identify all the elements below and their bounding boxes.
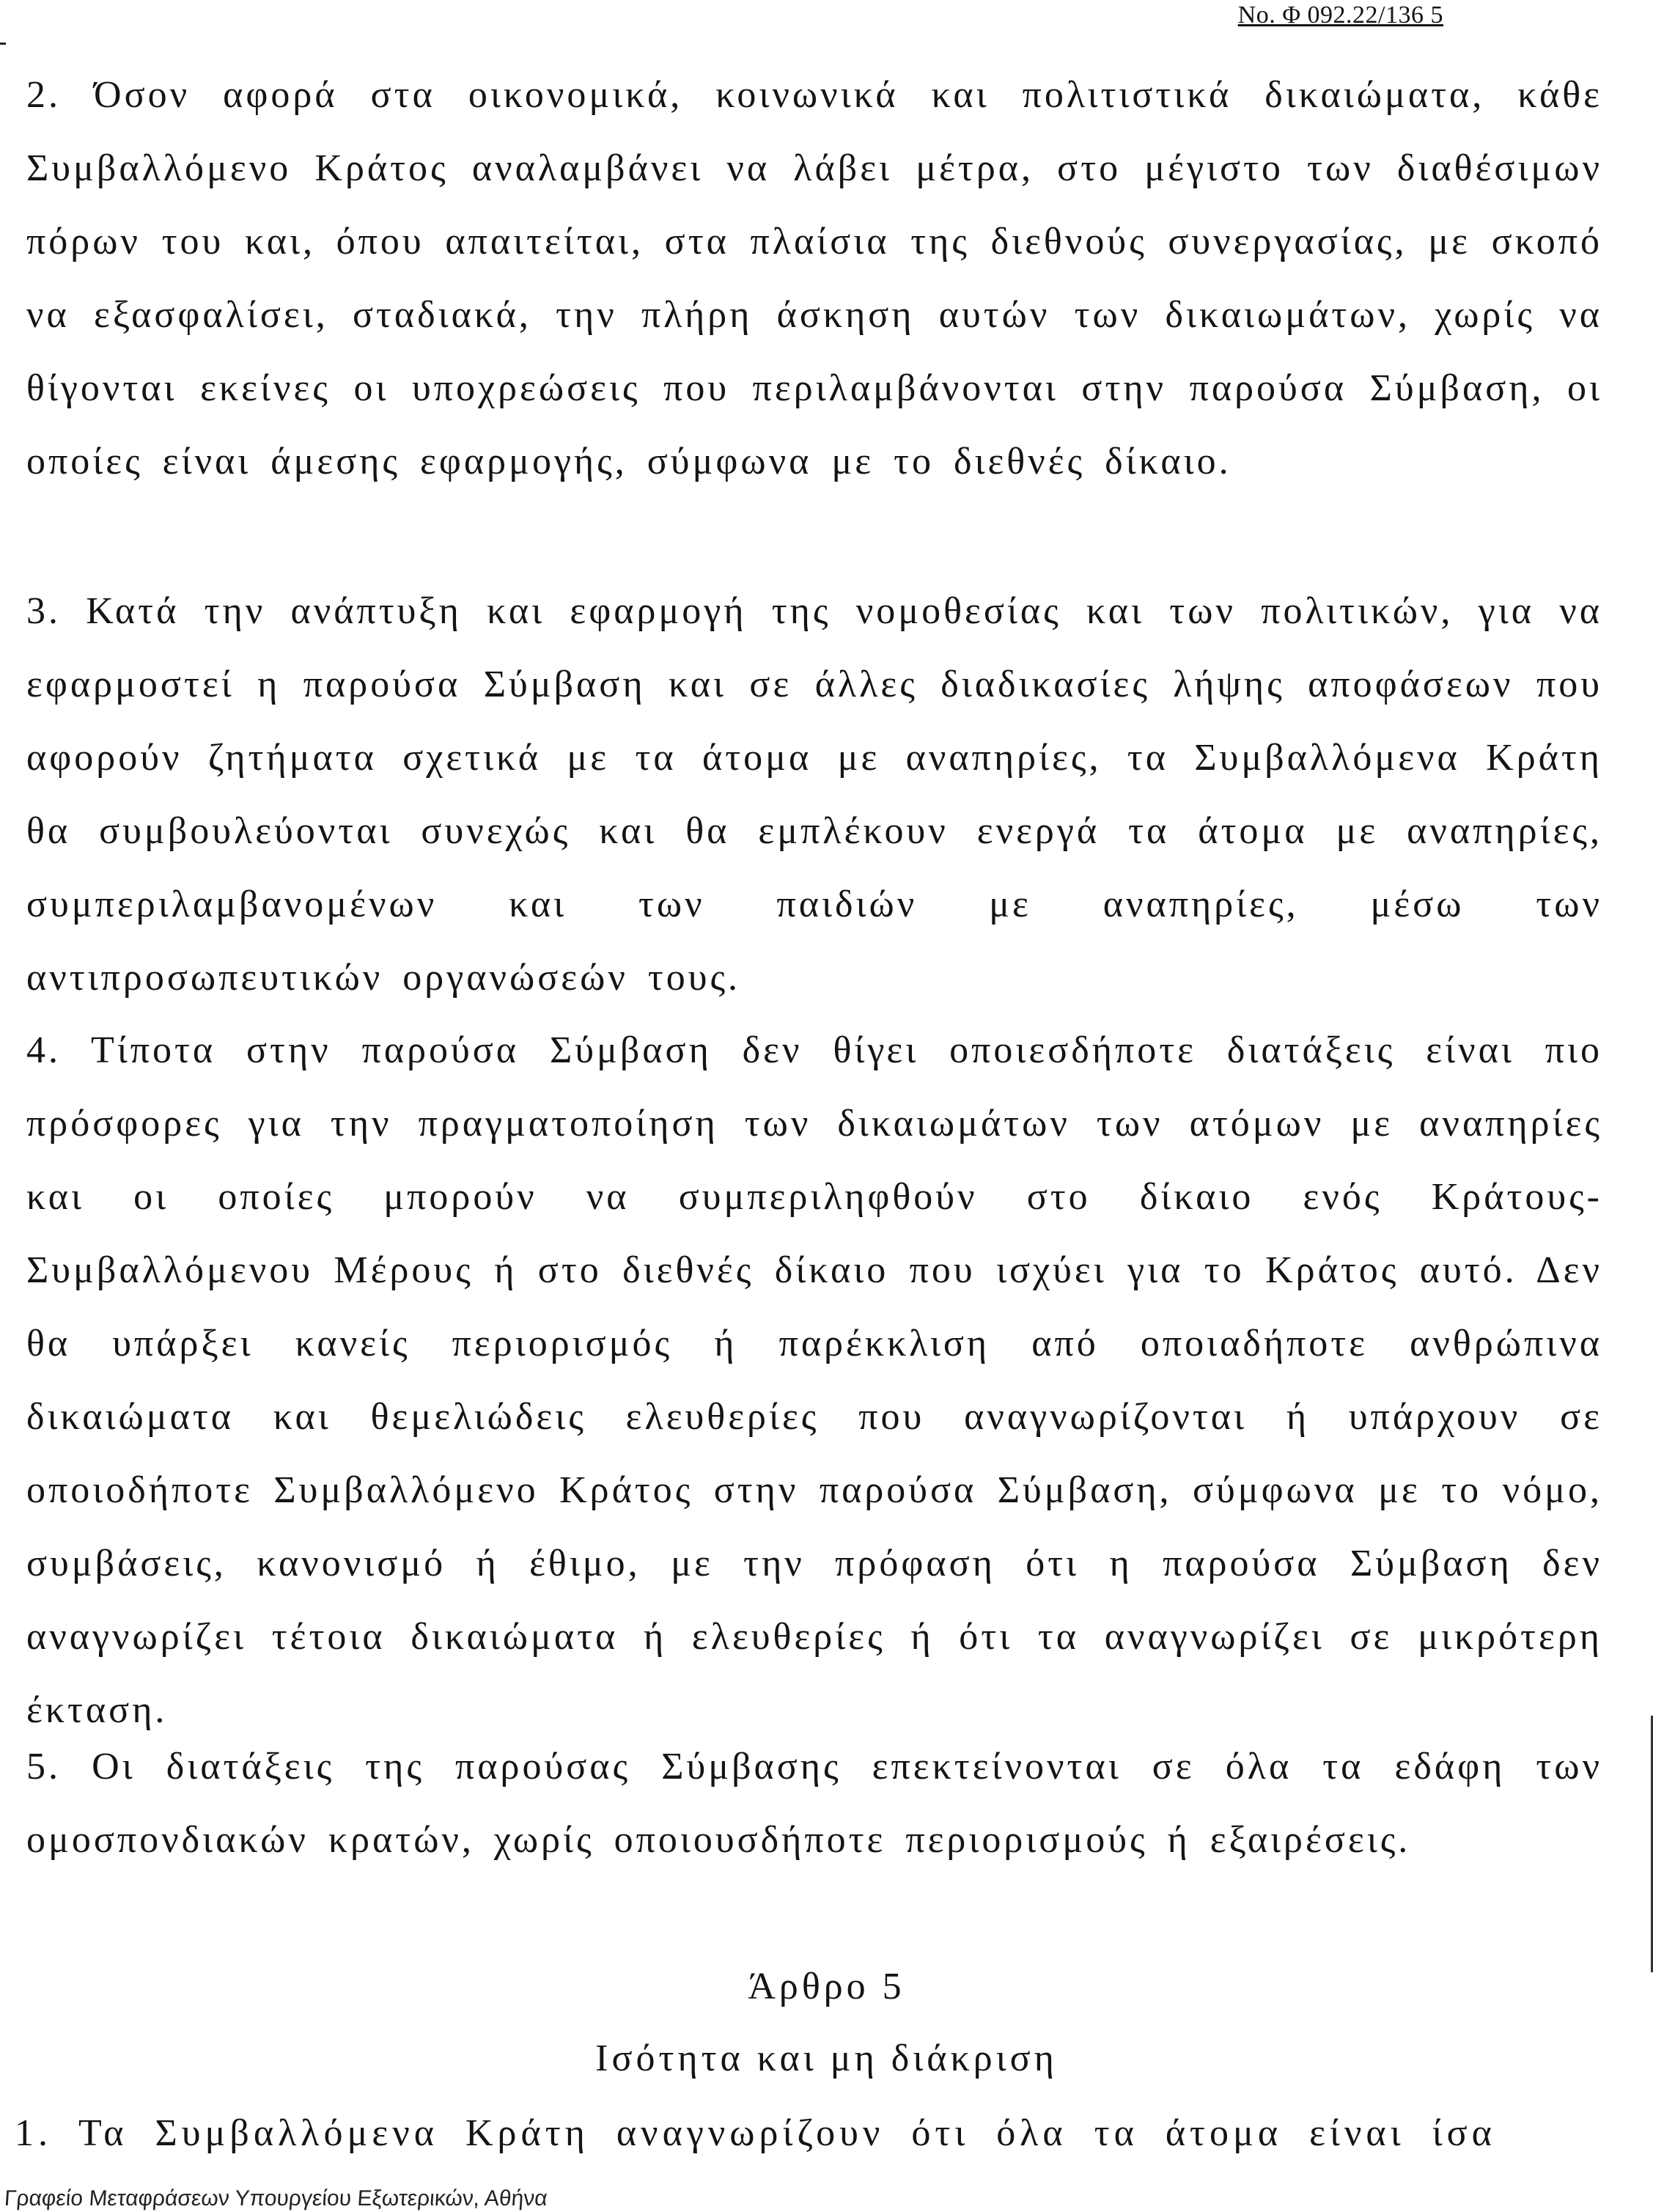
document-number: No. Φ 092.22/136 5 (1237, 1, 1443, 29)
scan-edge-mark (0, 43, 6, 45)
article-paragraph-1: 1. Τα Συμβαλλόμενα Κράτη αναγνωρίζουν ότι όλα τα άτομα είναι ίσα (15, 2112, 1496, 2154)
paragraph-4: 4. Τίποτα στην παρούσα Σύμβαση δεν θίγει οποιεσδήποτε διατάξεις είναι πιο πρόσφορες για την πραγματοποίηση των δικαιωμάτων των ατόμων με αναπηρίες και οι οποίες μπορούν να συμπεριληφθούν στο δίκαιο ενός Κράτους-Συμβαλλόμενου Μέρους ή στο διεθνές δίκαιο που ισχύει για το Κράτος αυτό. Δεν θα υπάρξει κανείς περιορισμός ή παρέκκλιση από οποιαδήποτε ανθρώπινα δικαιώματα και θεμελιώδεις ελευθερίες που αναγνωρίζονται ή υπάρχουν σε οποιοδήποτε Συμβαλλόμενο Κράτος στην παρούσα Σύμβαση, σύμφωνα με το νόμο, συμβάσεις, κανονισμό ή έθιμο, με την πρόφαση ότι η παρούσα Σύμβαση δεν αναγνωρίζει τέτοια δικαιώματα ή ελευθερίες ή ότι τα αναγνωρίζει σε μικρότερη έκταση. (26, 1029, 1602, 1731)
article-subtitle: Ισότητα και μη διάκριση (595, 2038, 1058, 2079)
paragraph-3: 3. Κατά την ανάπτυξη και εφαρμογή της νομοθεσίας και των πολιτικών, για να εφαρμοστεί η παρούσα Σύμβαση και σε άλλες διαδικασίες λήψης αποφάσεων που αφορούν ζητήματα σχετικά με τα άτομα με αναπηρίες, τα Συμβαλλόμενα Κράτη θα συμβουλεύονται συνεχώς και θα εμπλέκουν ενεργά τα άτομα με αναπηρίες, συμπεριλαμβανομένων και των παιδιών με αναπηρίες, μέσω των αντιπροσωπευτικών οργανώσεών τους. (26, 590, 1602, 999)
footer-office: Γραφείο Μεταφράσεων Υπουργείου Εξωτερικών, Αθήνα (3, 2186, 548, 2211)
paragraph-2: 2. Όσον αφορά στα οικονομικά, κοινωνικά και πολιτιστικά δικαιώματα, κάθε Συμβαλλόμενο Κράτος αναλαμβάνει να λάβει μέτρα, στο μέγιστο των διαθέσιμων πόρων του και, όπου απαιτείται, στα πλαίσια της διεθνούς συνεργασίας, με σκοπό να εξασφαλίσει, σταδιακά, την πλήρη άσκηση αυτών των δικαιωμάτων, χωρίς να θίγονται εκείνες οι υποχρεώσεις που περιλαμβάνονται στην παρούσα Σύμβαση, οι οποίες είναι άμεσης εφαρμογής, σύμφωνα με το διεθνές δίκαιο. (26, 74, 1602, 482)
article-title: Άρθρο 5 (748, 1966, 905, 2007)
paragraph-5: 5. Οι διατάξεις της παρούσας Σύμβασης επεκτείνονται σε όλα τα εδάφη των ομοσπονδιακών κρατών, χωρίς οποιουσδήποτε περιορισμούς ή εξαιρέσεις. (26, 1746, 1602, 1861)
